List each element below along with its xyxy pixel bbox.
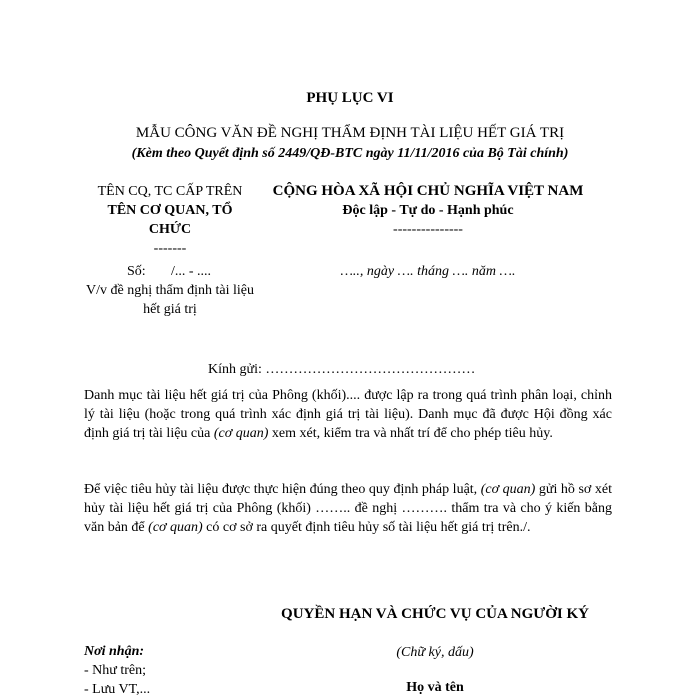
p2-text-a: Để việc tiêu hủy tài liệu được thực hiện đúng theo quy định pháp luật, bbox=[84, 482, 481, 497]
subject-line1: V/v đề nghị thẩm định tài liệu bbox=[86, 283, 254, 298]
recipients-list bbox=[84, 642, 150, 699]
p1-text-b: xem xét, kiểm tra và nhất trí để cho phép tiêu hủy. bbox=[268, 426, 553, 441]
parent-org: TÊN CQ, TC CẤP TRÊN bbox=[97, 184, 243, 199]
recipients-label: Nơi nhận: bbox=[84, 644, 145, 659]
p2-text-c: có cơ sở ra quyết định tiêu hủy số tài liệu hết giá trị trên./. bbox=[202, 520, 531, 535]
left-underline: ------- bbox=[153, 241, 187, 256]
recipient-item: - Như trên; bbox=[84, 663, 147, 678]
attached-note: (Kèm theo Quyết định số 2449/QĐ-BTC ngày 11/11/2016 của Bộ Tài chính) bbox=[131, 146, 569, 161]
motto: Độc lập - Tự do - Hạnh phúc bbox=[342, 203, 514, 218]
number-label: Số: bbox=[127, 264, 146, 279]
p2-org-em-1: (cơ quan) bbox=[480, 482, 536, 497]
body-paragraph-1 bbox=[84, 386, 612, 443]
appendix-title: PHỤ LỤC VI bbox=[306, 90, 394, 106]
subject-block bbox=[60, 281, 280, 319]
signer-name: Họ và tên bbox=[406, 680, 464, 695]
signer-authority: QUYỀN HẠN VÀ CHỨC VỤ CỦA NGƯỜI KÝ bbox=[281, 606, 589, 622]
form-title: MẪU CÔNG VĂN ĐỀ NGHỊ THẨM ĐỊNH TÀI LIỆU HẾT GIÁ TRỊ bbox=[135, 125, 565, 141]
p2-text-b: gửi hồ sơ xét hủy tài liệu hết giá trị của Phông (khối) …….. đề nghị ………. thẩm tra và cho ý kiến bằng văn bản để bbox=[84, 482, 613, 535]
body-paragraph-2 bbox=[84, 480, 612, 537]
recipient-line bbox=[208, 360, 475, 379]
p1-text-a: Danh mục tài liệu hết giá trị của Phông (khối).... được lập ra trong quá trình phân loại, chỉnh lý tài liệu (hoặc trong quá trình xác định giá trị tài liệu). Danh mục đã được Hội đồng xác định giá trị tài liệu của bbox=[84, 388, 612, 441]
org-name-line1: TÊN CƠ QUAN, TỔ bbox=[107, 203, 233, 218]
p1-org-em: (cơ quan) bbox=[213, 426, 269, 441]
date-line: ….., ngày …. tháng …. năm …. bbox=[340, 264, 516, 279]
org-name-line2: CHỨC bbox=[148, 222, 192, 237]
number-value: /... - .... bbox=[171, 264, 212, 279]
sign-note: (Chữ ký, dấu) bbox=[396, 645, 474, 660]
right-block bbox=[258, 182, 598, 239]
right-underline: --------------- bbox=[393, 222, 463, 237]
subject-line2: hết giá trị bbox=[143, 302, 197, 317]
recipient-item: - Lưu VT,... bbox=[84, 682, 151, 697]
recipient-dots: ……………………………………… bbox=[265, 362, 476, 377]
left-block bbox=[70, 182, 270, 258]
p2-org-em-2: (cơ quan) bbox=[148, 520, 203, 535]
country-name: CỘNG HÒA XÃ HỘI CHỦ NGHĨA VIỆT NAM bbox=[272, 183, 584, 199]
recipient-label: Kính gửi: bbox=[208, 362, 262, 377]
